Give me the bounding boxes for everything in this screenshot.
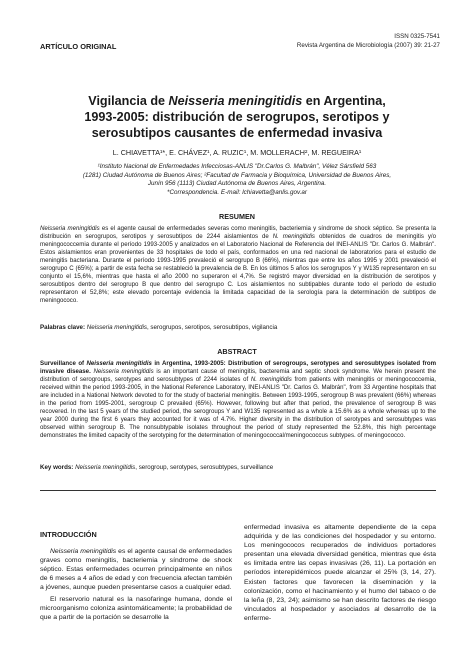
journal-header bbox=[297, 33, 440, 50]
article-title: Vigilancia de Neisseria meningitidis en Argentina, 1993-2005: distribución de serogrupos, serotipos y serosubtipos causantes de enfermedad invasiva bbox=[84, 94, 390, 140]
abstract-text: Surveillance of Neisseria meningitidis in Argentina, 1993-2005: Distribution of serogroups, serotypes and serosubtypes isolated from invasive disease. Neisseria meningitidis is an important cause of meningitis, bacteremia and septic shock syndrome. We herein present the distribution of serogroups, serotypes and serosubtypes of 2244 isolates of N. meningitidis from patients with meningitis or meningococcemia, received within the period 1993-2005, in the National Reference Laboratory, INEI-ANLIS "Dr. Carlos G. Malbrán", from 33 Argentine hospitals that are included in a National Network devoted to for the study of bacterial meningitis. Between 1993-1995, serogroup B was prevalent (66%) whereas in the period from 1995-2001, serogroup C prevailed (65%). However, following but after that period, the prevalence of serogroup B was recovered. In the last 5 years of the studied period, the serogroups Y and W135 represented as a whole a 15.6% as a whole whereas up to the year 2000 during the first 6 years they accounted for it was of 4.7%. Higher diversity in the distribution of serotypes and serosubtypes was observed within serogroup B. The nonsubtypable isolates throughout the period of study represented the 52.8%, this high percentage demonstrates the limited capacity of the serotyping for the determination of meningococcal/meningococcus subtypes. of meningococco. bbox=[40, 360, 437, 439]
body-paragraph: enfermedad invasiva es altamente dependiente de la cepa adquirida y de las condiciones del hospedador y su entorno. Los meningococos recuperados de individuos portadores presentan una elevada diversidad genética, mientras que ésta es limitada entre las cepas invasivas (26, 11). La portación en períodos interepidémicos puede alcanzar el 25% (3, 14, 27). Existen factores que favorecen la diseminación y la colonización, como el hacinamiento y el humo del tabaco o de la leña (8, 23, 24); asimismo se han descrito factores de riesgo vinculados al hospedador y asociados al desarrollo de la enferme- bbox=[244, 524, 436, 622]
resumen-keywords: Palabras clave: Neisseria meningitidis, serogrupos, serotipos, serosubtipos, vigilancia bbox=[40, 324, 278, 331]
section-divider bbox=[40, 490, 436, 491]
issn: ISSN 0325-7541 bbox=[394, 33, 440, 40]
body-paragraph: Neisseria meningitidis es el agente causal de enfermedades graves como meningitis, bacteriemia y síndrome de shock séptico. Estas enfermedades ocurren principalmente en niños de 6 meses a 4 años de edad y con frecuencia afectan también a jóvenes, aunque pueden presentarse casos a cualquier edad. bbox=[40, 548, 233, 592]
title-species: Neisseria meningitidis bbox=[168, 94, 303, 108]
journal-citation: Revista Argentina de Microbiología (2007) 39: 21-27 bbox=[296, 41, 440, 49]
resumen-text: Neisseria meningitidis es el agente causal de enfermedades severas como meningitis, bacteriemia y síndrome de shock séptico. Se presenta la distribución en serogrupos, serotipos y serosubtipos de 2244 aislamientos de N. meningitidis obtenidos de cuadros de meningitis y/o meningococcemia durante el período 1993-2005 y analizados en el Laboratorio Nacional de Referencia del INEI-ANLIS "Dr. Carlos G. Malbrán". Estos aislamientos eran provenientes de 33 hospitales de todo el país, conformados en una red nacional de laboratorios para el estudio de meningitis bacteriana. Durante el período 1993-1995 prevaleció el serogrupo B (66%), mientras que entre los años 1995 y 2001 prevaleció el serogrupo C (65%); a partir de esta fecha se restableció la prevalencia de B. En los últimos 5 años los serogrupos Y y W135 representaron en su conjunto el 15,6%, mientras que hasta el año 2000 no superaron el 4,7%. Se registró mayor diversidad en la distribución de serotipos y serosubtipos dentro del serogrupo B que dentro del serogrupo C. Los aislamientos no subtipables durante todo el período de estudio representaron el 52,8%; este elevado porcentaje evidencia la limitada capacidad de la serología para la determinación de subtipos de meningococo. bbox=[40, 225, 436, 304]
authors: L. CHIAVETTA¹*, E. CHÁVEZ¹, A. RUZIC¹, M. MOLLERACH², M. REGUEIRA¹ bbox=[112, 148, 362, 157]
abstract-keywords: Key words: Neisseria meningitidis, serogroup, serotypes, serosubtypes, surveillance bbox=[40, 464, 274, 471]
resumen-heading: RESUMEN bbox=[219, 212, 255, 221]
body-right-column bbox=[244, 523, 436, 625]
section-label: ARTÍCULO ORIGINAL bbox=[40, 42, 117, 51]
body-left-column bbox=[40, 530, 232, 624]
intro-heading: INTRODUCCIÓN bbox=[40, 530, 97, 539]
abstract-heading: ABSTRACT bbox=[217, 347, 257, 356]
body-paragraph: El reservorio natural es la nasofaringe humana, donde el microorganismo coloniza asintomáticamente; la probabilidad de que a partir de la portación se desarrolle la bbox=[40, 595, 232, 621]
affiliations: ¹Instituto Nacional de Enfermedades Infecciosas-ANLIS "Dr.Carlos G. Malbrán", Vélez Sársfield 563 (1281) Ciudad Autónoma de Buenos Aires; ²Facultad de Farmacia y Bioquímica, Universidad de Buenos Aires, Junín 956 (1113) Ciudad Autónoma de Buenos Aires, Argentina. *Correspondencia. E-mail: lchiavetta@anlis.gov.ar bbox=[82, 163, 392, 196]
